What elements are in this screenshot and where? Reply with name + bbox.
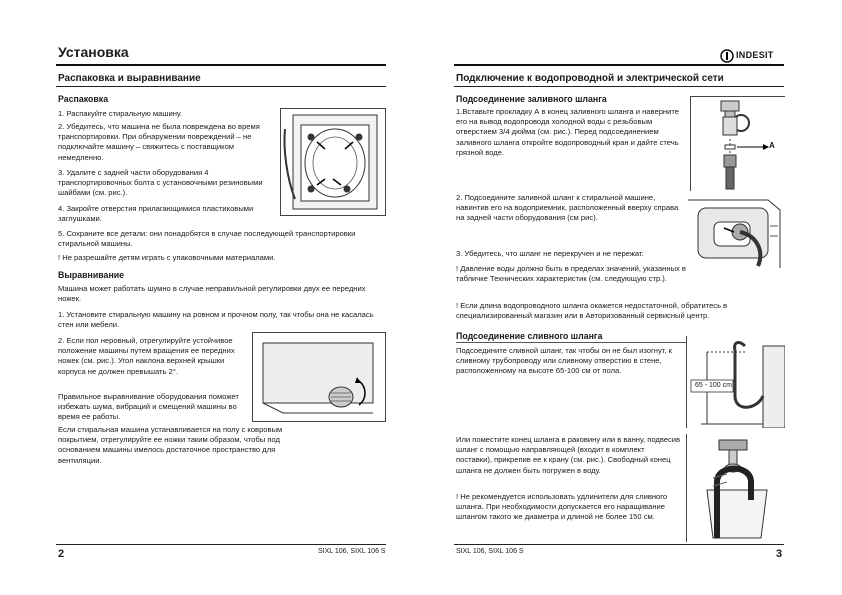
drain-extension-note: ! Не рекомендуется использовать удлинители для сливного шланга. При необходимости допускается его наращивание шлангом такого же диаметра и длиной не более 150 см.: [456, 492, 668, 522]
model-left: SIXL 106, SIXL 106 S: [318, 548, 386, 555]
level-note: Правильное выравнивание оборудования поможет избежать шума, вибраций и смещений машины во время ее работы.: [58, 392, 239, 422]
page-number-right: 3: [776, 548, 783, 560]
level-step-2: 2. Если пол неровный, отрегулируйте устойчивое положение машины путем вращения ее передних ножек (см. рис.). Угол наклона верхней крышки корпуса не должен превышать 2°.: [58, 336, 235, 376]
section-title-connection: Подключение к водопроводной и электрической сети: [456, 73, 724, 84]
brand-name: INDESIT: [736, 50, 774, 60]
heading-drain: Подсоединение сливного шланга: [456, 331, 603, 341]
inlet-pressure-note: ! Давление воды должно быть в пределах значений, указанных в табличке Технических характеристик (см. следующую стр.).: [456, 264, 686, 284]
page-number-left: 2: [58, 548, 65, 560]
inlet-step-2: 2. Подсоедините заливной шланг к стиральной машине, навинтив его на водоприемник, расположенный вверху справа на задней части оборудования (см рис).: [456, 193, 679, 223]
unpack-step-2: 2. Убедитесь, что машина не была повреждена во время транспортировки. При обнаружении повреждений – не подключайте машину – свяжитесь с поставщиком немедленно.: [58, 122, 260, 162]
figure-drain-height: [686, 336, 785, 428]
drain-rule: [456, 342, 686, 343]
title-rule-left: [56, 64, 386, 66]
level-carpet: Если стиральная машина устанавливается на полу с ковровым покрытием, отрегулируйте ее ножки таким образом, чтобы под основанием машины имелось достаточное пространство для вентиляции.: [58, 425, 283, 465]
footer-rule-right: [454, 544, 784, 545]
inlet-step-3: 3. Убедитесь, что шланг не перекручен и не пережат.: [456, 249, 644, 258]
level-step-1: 1. Установите стиральную машину на ровном и прочном полу, так чтобы она не касалась стен или мебели.: [58, 310, 374, 330]
figure-inlet-gasket: [690, 96, 785, 191]
heading-unpack: Распаковка: [58, 94, 109, 104]
drain-step-1: Подсоедините сливной шланг, так чтобы он не был изогнут, к сливному трубопроводу или сливному отверстию в стене, расположенному на высоте 65-100 см от пола.: [456, 346, 672, 376]
page-title: Установка: [58, 44, 129, 60]
title-rule-right: [454, 64, 784, 66]
gasket-label: A: [769, 141, 775, 150]
section-rule-left: [56, 86, 386, 87]
heading-level: Выравнивание: [58, 270, 125, 280]
drain-step-2: Или поместите конец шланга в раковину или в ванну, подвесив шланг с помощью направляющей (входит в комплект поставки), прикрепив ее к крану (см. рис.). Свободный конец шланга не должен быть погружен в воду.: [456, 435, 681, 475]
figure-drain-sink: [686, 434, 785, 542]
indesit-logo: [720, 49, 786, 63]
level-intro: Машина может работать шумно в случае неправильной регулировки двух ее передних ножек.: [58, 284, 366, 304]
drain-height-label: 65 - 100 cm: [695, 382, 732, 389]
unpack-step-5: 5. Сохраните все детали: они понадобятся в случае последующей транспортировки стиральной машины.: [58, 229, 356, 249]
inlet-length-note: ! Если длина водопроводного шланга окажется недостаточной, обратитесь в специализированный магазин или в Авторизованный сервисный центр.: [456, 301, 728, 321]
unpack-step-4: 4. Закройте отверстия прилагающимися пластиковыми заглушками.: [58, 204, 254, 224]
section-title-unpack-level: Распаковка и выравнивание: [58, 73, 201, 84]
unpack-step-1: 1. Распакуйте стиральную машину.: [58, 109, 183, 118]
unpack-warning: ! Не разрешайте детям играть с упаковочными материалами.: [58, 253, 276, 262]
indesit-logo-icon: [720, 49, 734, 63]
inlet-step-1: 1.Вставьте прокладку А в конец заливного шланга и наверните его на вывод водопровода холодной воды с резьбовым отверстием 3/4 дюйма (см. рис.). Перед подсоединением заливного шланга откройте водопроводный кран и дайте стечь грязной воде.: [456, 107, 679, 157]
figure-transport-bolts: [280, 108, 386, 216]
footer-rule-left: [56, 544, 386, 545]
figure-adjust-foot: [252, 332, 386, 422]
model-right: SIXL 106, SIXL 106 S: [456, 548, 524, 555]
heading-inlet: Подсоединение заливного шланга: [456, 94, 607, 104]
unpack-step-3: 3. Удалите с задней части оборудования 4 транспортировочных болта с установочными резиновыми шайбами (см. рис.).: [58, 168, 263, 198]
section-rule-right: [454, 86, 784, 87]
figure-inlet-machine: [688, 196, 784, 268]
